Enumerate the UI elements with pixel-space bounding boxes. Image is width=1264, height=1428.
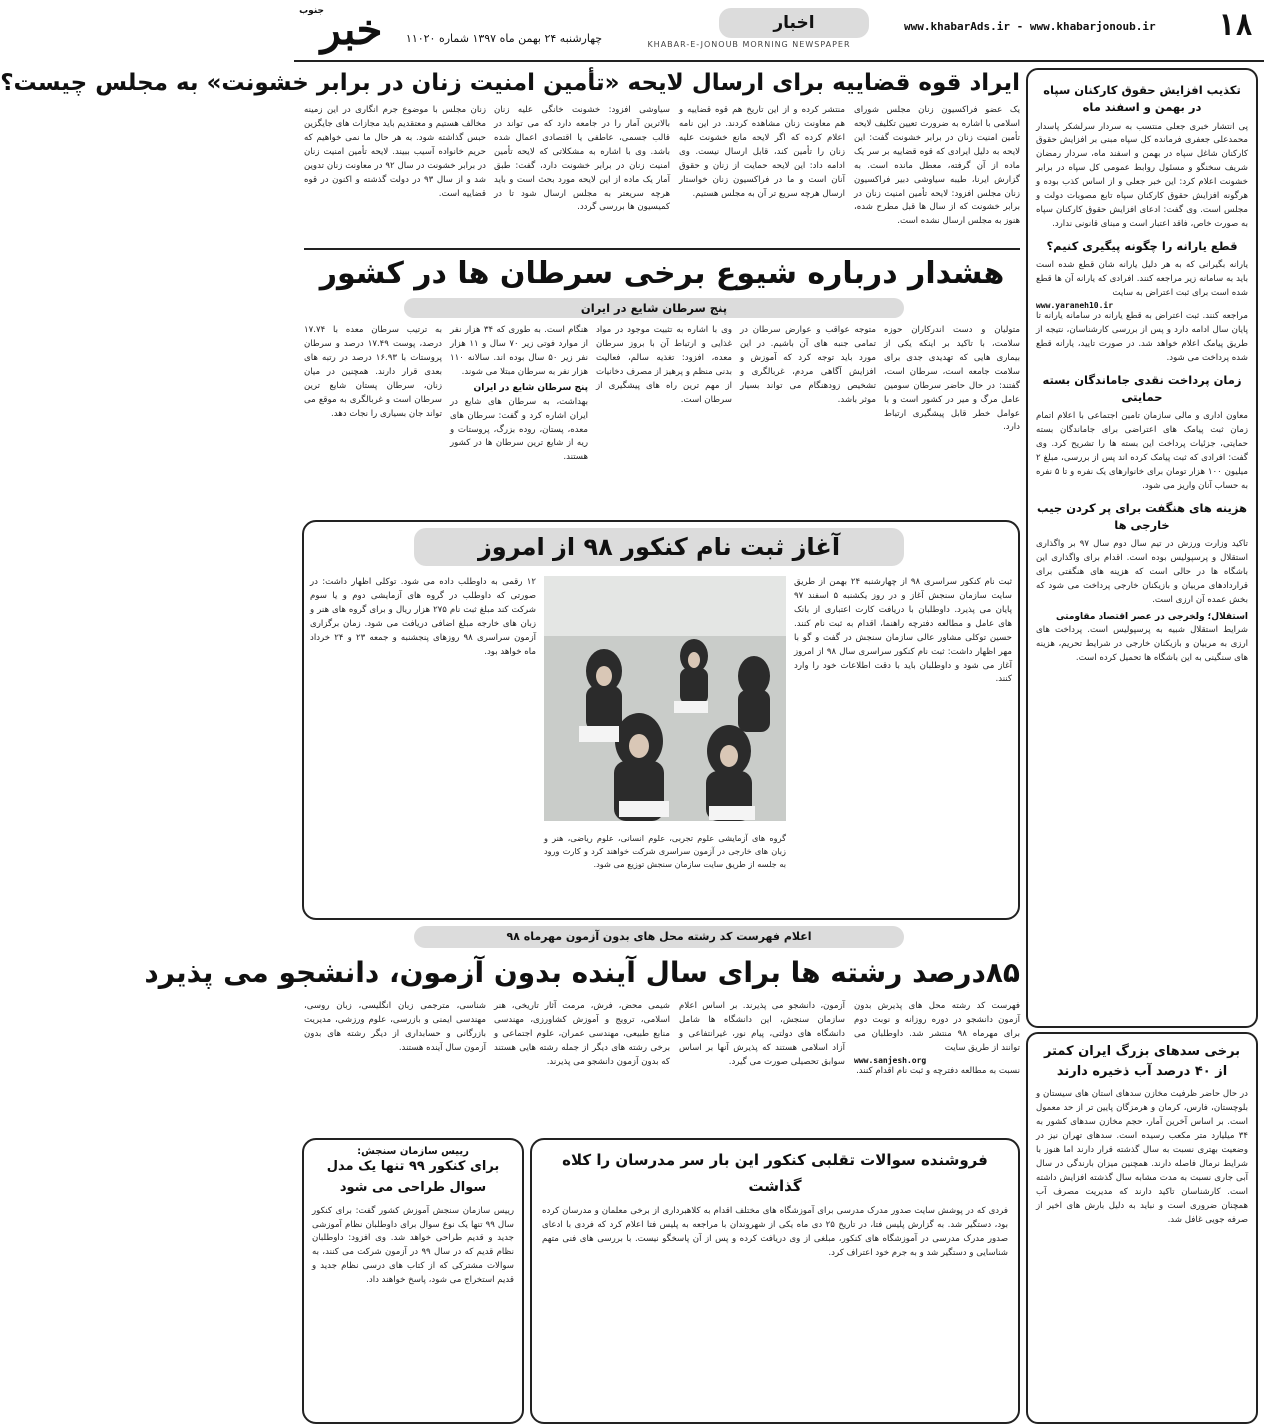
article2-col-4b: بهداشت، به سرطان های شایع در ایران اشاره کرد و گفت: سرطان های معده، پستان، روده بزرگ، پروستات و ریه از شایع ترین سرطان ها در کشور هستند. xyxy=(450,396,588,463)
photo-caption: گروه های آزمایشی علوم تجربی، علوم انسانی، علوم ریاضی، هنر و زبان های خارجی در آزمون سراسری شرکت خواهند کرد و کارت ورود به جلسه از طریق سایت سازمان سنجش توزیع می شود. xyxy=(544,833,786,869)
section-title: اخبار xyxy=(719,8,869,38)
sidebar-body-4: تاکید وزارت ورزش در تیم سال دوم سال ۹۷ بر واگذاری استقلال و پرسپولیس بوده است. اقدام برای واگذاری این باشگاه ها در حالی است که هزینه های هنگفتی برای قراردادهای مربیان و بازیکنان خارجی پرداخت می شود که بخش عمده آن ارزی است. xyxy=(1036,539,1248,605)
article4-col-1b: نسبت به مطالعه دفترچه و ثبت نام اقدام کنند. xyxy=(856,1065,1020,1076)
article5-title: فروشنده سوالات تقلبی کنکور این بار سر مدرسان را کلاه گذاشت xyxy=(562,1151,988,1195)
article4-headline: ۸۵درصد رشته ها برای سال آینده بدون آزمون، دانشجو می پذیرد xyxy=(144,956,1020,989)
article2-col-4: هنگام است. به طوری که ۳۴ هزار نفر از موارد فوتی زیر ۷۰ سال و ۱۱ هزار نفر زیر ۵۰ سال بوده اند. سالانه ۱۱۰ هزار نفر به سرطان مبتلا می شوند. xyxy=(450,325,588,377)
website-url[interactable]: www.khabarAds.ir - www.khabarjonoub.ir xyxy=(904,20,1156,33)
sidebar-body-1: پی انتشار خبری جعلی منتسب به سردار سرلشکر پاسدار محمدعلی جعفری فرمانده کل سپاه مبنی بر افزایش حقوق کارکنان شاغل سپاه در بهمن و اسفند ماه، سردار رمضان شریف سخنگو و مسئول روابط عمومی کل سپاه در برابر خشونت اعلام کرد: این خبر جعلی و از اساس کذب بوده و هرگونه افزایش حقوق کارکنان سپاه تابع مصوبات دولت و مجلس است. وی گفت: ادعای افزایش حقوق کارکنان سپاه به صورت خاص، فاقد اعتبار است و مبنای قانونی ندارد. xyxy=(1036,121,1248,229)
sidebar-body-4b: شرایط استقلال شبیه به پرسپولیس است. پرداخت های ارزی به مربیان و بازیکنان خارجی در شرایط تحریم، هزینه های سنگینی به این باشگاه ها تحمیل کرده است. xyxy=(1036,624,1248,663)
sidebar-title-4: هزینه های هنگفت برای پر کردن جیب خارجی ها xyxy=(1037,500,1247,532)
page-number: ١٨ xyxy=(1216,8,1254,43)
exam-photo xyxy=(544,576,786,821)
sidebar-subheading-4: استقلال؛ ولخرجی در عصر اقتصاد مقاومتی xyxy=(1056,611,1248,622)
sanjesh-box xyxy=(302,1138,524,1424)
sidebar-body-2: یارانه بگیرانی که به هر دلیل یارانه شان قطع شده است باید به سامانه زیر مراجعه کنند. افرادی که یارانه آن ها قطع شده است برای ثبت اعتراض به سایت xyxy=(1036,260,1248,298)
article1-col-1: یک عضو فراکسیون زنان مجلس شورای اسلامی با اشاره به ضرورت تعیین تکلیف لایحه تأمین امنیت زنان در برابر خشونت گفت: این لایحه به دلیل ایرادی که قوه قضاییه بر سر یک ماده از آن گرفته، معطل مانده است. به گزارش ایرنا، طیبه سیاوشی دبیر فراکسیون زنان مجلس افزود: لایحه تأمین امنیت زنان در برابر خشونت که از سال ها قبل مطرح شده، هنوز به مجلس ارسال نشده است. xyxy=(854,105,1020,227)
sanjesh-title: برای کنکور ۹۹ تنها یک مدل سوال طراحی می شود xyxy=(326,1159,500,1195)
sidebar-body-2b: مراجعه کنند. ثبت اعتراض به قطع یارانه در سامانه یارانه تا پایان سال ادامه دارد و پس از بررسی کارشناسان، نتیجه از طریق پیامک اعلام خواهد شد. در صورت تایید، یارانه قطع شده پرداخت می شود. xyxy=(1036,310,1248,363)
article3-col-1: ثبت نام کنکور سراسری ۹۸ از چهارشنبه ۲۴ بهمن از طریق سایت سازمان سنجش آغاز و در روز یکشنبه ۵ اسفند ۹۷ پایان می پذیرد. داوطلبان با دریافت کارت اعتباری از بانک های عامل و مطالعه دفترچه راهنما، اقدام به ثبت نام کنند. حسین توکلی مشاور عالی سازمان سنجش در گفت و گو با مهر اظهار داشت: ثبت نام کنکور سراسری سال ۹۸ از امروز آغاز می شود و داوطلبان باید با دقت اطلاعات خود را وارد کنند. xyxy=(794,577,1012,685)
tagline: KHABAR-E-JONOUB MORNING NEWSPAPER xyxy=(647,40,851,49)
date-issue-line: چهارشنبه ۲۴ بهمن ماه ۱۳۹۷ شماره ۱۱۰۲۰ xyxy=(405,32,603,45)
newspaper-logo: خبر xyxy=(320,5,383,54)
article2-col-4-wrap xyxy=(450,324,588,512)
logo-subtitle: جنوب xyxy=(299,6,324,16)
article4-col-1: فهرست کد رشته محل های پذیرش بدون آزمون دانشجو در دوره روزانه و نوبت دوم برای مهرماه ۹۸ منتشر شد. داوطلبان می توانند از طریق سایت xyxy=(854,1001,1021,1053)
article2-col-5: به ترتیب سرطان معده با ۱۷.۷۴ درصد، پوست ۱۷.۴۹ درصد و سرطان پروستات با ۱۶.۹۳ درصد در رتبه های بعدی قرار دارند. همچنین در میان زنان، سرطان پستان شایع ترین سرطان است و غربالگری به موقع می تواند جان بسیاری را نجات دهد. xyxy=(304,325,442,419)
article4-col-4: شناسی، مترجمی زبان انگلیسی، زبان روسی، مهندسی ایمنی و بازرسی، علوم ورزشی، مدیریت بازرگانی و حسابداری از دیگر رشته های بدون آزمون سال آینده هستند. xyxy=(304,1001,486,1053)
sidebar-title-2: قطع یارانه را چگونه پیگیری کنیم؟ xyxy=(1046,238,1238,253)
article2-subtitle: پنج سرطان شایع در ایران xyxy=(404,298,904,318)
article4-col-3: شیمی محض، فرش، مرمت آثار تاریخی، هنر اسلامی، ترویج و آموزش کشاورزی، مهندسی منابع طبیعی، مهندسی عمران، علوم اجتماعی و برخی رشته های دیگر از جمله رشته هایی هستند که بدون آزمون دانشجو می پذیرند. xyxy=(494,1001,670,1067)
article2-col-3: وی با اشاره به تثبیت موجود در مواد غذایی و ارتباط آن با بروز سرطان معده، افزود: تغذیه سالم، فعالیت بدنی منظم و پرهیز از مصرف دخانیات از مهم ترین راه های پیشگیری از سرطان است. xyxy=(596,325,732,405)
article1-col-3: سیاوشی افزود: خشونت خانگی علیه زنان بالاترین آمار را در جامعه دارد که می تواند در قالب جسمی، عاطفی یا اقتصادی اعمال شده باشد. وی با اشاره به مشکلاتی که لایحه تأمین امنیت زنان در برابر خشونت دارد، گفت: طبق آمار یک ماده از این لایحه مورد بحث است و باید هرچه سریعتر به مجلس ارسال شود تا در کمیسیون ها بررسی گردد. xyxy=(494,105,670,213)
article2-headline: هشدار درباره شیوع برخی سرطان ها در کشور xyxy=(319,256,1005,291)
sanjesh-body: رییس سازمان سنجش آموزش کشور گفت: برای کنکور سال ۹۹ تنها یک نوع سوال برای داوطلبان نظام آموزشی جدید و قدیم طراحی خواهد شد. وی افزود: داوطلبان نظام قدیم که در سال ۹۹ در آزمون شرکت می کنند، به سوالات مشترکی که از کتاب های درسی نظام جدید و قدیم استخراج می شود، پاسخ خواهند داد. xyxy=(312,1205,514,1286)
article3-col-3: ۱۲ رقمی به داوطلب داده می شود. توکلی اظهار داشت: در صورتی که داوطلب در گروه های آزمایشی دوم و یا سوم شرکت کند مبلغ ثبت نام ۲۷۵ هزار ریال و برای گروه های هنر و زبان های خارجه مبلغ اضافی دریافت می شود. زمان برگزاری آزمون سراسری ۹۸ روزهای پنجشنبه و جمعه ۲۳ و ۲۴ خرداد ماه خواهد بود. xyxy=(310,577,536,657)
sidebar-body-3: معاون اداری و مالی سازمان تامین اجتماعی با اعلام اتمام زمان ثبت پیامک های اعتراضی برای جاماندگان بسته حمایتی، جزئیات پرداخت این بسته ها را تشریح کرد. وی گفت: افرادی که ثبت پیامک کرده اند پس از بررسی، مبلغ ۲ میلیون ۱۰۰ هزار تومان برای خانوارهای یک نفره و تا ۵ نفره به حساب آنان واریز می شود. xyxy=(1036,411,1248,491)
dams-body: در حال حاضر ظرفیت مخازن سدهای استان های سیستان و بلوچستان، فارس، کرمان و هرمزگان پایین تر از حد معمول است. بر اساس آخرین آمار، حجم مخازن سدهای کشور به ۳۴ میلیارد متر مکعب رسیده است. سدهای تهران نیز در وضعیت بهتری نسبت به سال گذشته قرار دارند اما هنوز با شرایط نرمال فاصله دارند. همچنین میزان بارندگی در سال آبی جاری نسبت به مدت مشابه سال گذشته افزایش داشته است. کارشناسان تاکید دارند که مدیریت مصرف آب همچنان ضروری است و نباید به دلیل بارش های اخیر از صرفه جویی غافل شد. xyxy=(1036,1089,1248,1225)
sanjesh-link[interactable]: www.sanjesh.org xyxy=(854,1055,927,1065)
article5-body: فردی که در پوشش سایت صدور مدرک مدرسی برای آموزشگاه های مختلف اقدام به کلاهبرداری از برخی معلمان و مدرسان کرده بود، دستگیر شد. به گزارش پلیس فتا، در تاریخ ۲۵ دی ماه یکی از شهروندان با مراجعه به پلیس فتا اعلام کرد که فردی با ادعای صدور مدرک مدرسی در آموزشگاه های کنکور، مبلغی از وی دریافت کرده و پس از آن پاسخگو نیست. با بررسی های فنی متهم شناسایی و دستگیر شد و به جرم خود اعتراف کرد. xyxy=(542,1206,1008,1258)
article5-box xyxy=(530,1138,1020,1424)
article4-col-1-wrap xyxy=(854,1000,1020,1130)
sanjesh-label: رییس سازمان سنجش: xyxy=(357,1146,469,1157)
dams-title: برخی سدهای بزرگ ایران کمتر از ۴۰ درصد آب ذخیره دارند xyxy=(1043,1044,1241,1080)
news-sidebar xyxy=(1026,68,1258,1028)
article4-list-bar: اعلام فهرست کد رشته محل های بدون آزمون مهرماه ۹۸ xyxy=(414,926,904,948)
article3-headline: آغاز ثبت نام کنکور ۹۸ از امروز xyxy=(414,528,904,566)
dams-box xyxy=(1026,1032,1258,1424)
article2-inner-heading: پنج سرطان شایع در ایران xyxy=(473,382,588,393)
sidebar-title-3: زمان پرداخت نقدی جاماندگان بسته حمایتی xyxy=(1042,372,1242,404)
exam-hall-photo xyxy=(544,576,786,821)
article2-col-2: متوجه عواقب و عوارض سرطان در تمامی جنبه های آن باشیم. در این مورد باید توجه کرد که آموزش و افزایش آگاهی مردم، غربالگری و تشخیص زودهنگام می تواند بسیار موثر باشد. xyxy=(740,325,876,405)
sidebar-title-1: تکذیب افزایش حقوق کارکنان سپاه در بهمن و اسفند ماه xyxy=(1043,83,1241,115)
divider xyxy=(304,248,1020,250)
yaraneh-link[interactable]: www.yaraneh10.ir xyxy=(1036,300,1114,310)
article1-col-2: منتشر کرده و از این تاریخ هم قوه قضاییه و هم معاونت زنان مشاهده کردند. در این نامه اعلام کرده که اگر لایحه مانع خشونت علیه زنان را تأمین کند، قابل ارسال نیست. وی ادامه داد: این لایحه حمایت از زنان و حقوق آنان است و ما در فراکسیون زنان خواستار ارسال هرچه سریع تر آن به مجلس هستیم. xyxy=(679,105,845,199)
article1-headline: ایراد قوه قضاییه برای ارسال لایحه «تأمین امنیت زنان در برابر خشونت» به مجلس چیست؟ xyxy=(0,70,1020,96)
article1-col-4: زنان مجلس با موضوع جرم انگاری در این زمینه مخالف هستیم و معتقدیم باید مجازات های جایگزین حبس گذاشته شود. به هر حال ما نمی خواهیم که حریم خانواده آسیب ببیند. لایحه تأمین امنیت زنان در برابر خشونت در سال ۹۲ در معاونت زنان تدوین شد و از سال ۹۳ در دولت گذشته و اکنون در قوه قضاییه است. xyxy=(304,105,486,199)
article4-col-2: آزمون، دانشجو می پذیرند. بر اساس اعلام سازمان سنجش، این دانشگاه ها شامل دانشگاه های دولتی، پیام نور، غیرانتفاعی و آزاد اسلامی هستند که پذیرش آنها بر اساس سوابق تحصیلی صورت می گیرد. xyxy=(679,1001,845,1067)
article2-col-1: متولیان و دست اندرکاران حوزه سلامت، با تاکید بر اینکه یکی از بیماری هایی که تهدیدی جدی برای سلامت جامعه است، سرطان است، گفتند: در حال حاضر سرطان سومین عامل مرگ و میر در کشور است و با عوامل خطر قابل پیشگیری ارتباط دارد. xyxy=(884,325,1020,433)
